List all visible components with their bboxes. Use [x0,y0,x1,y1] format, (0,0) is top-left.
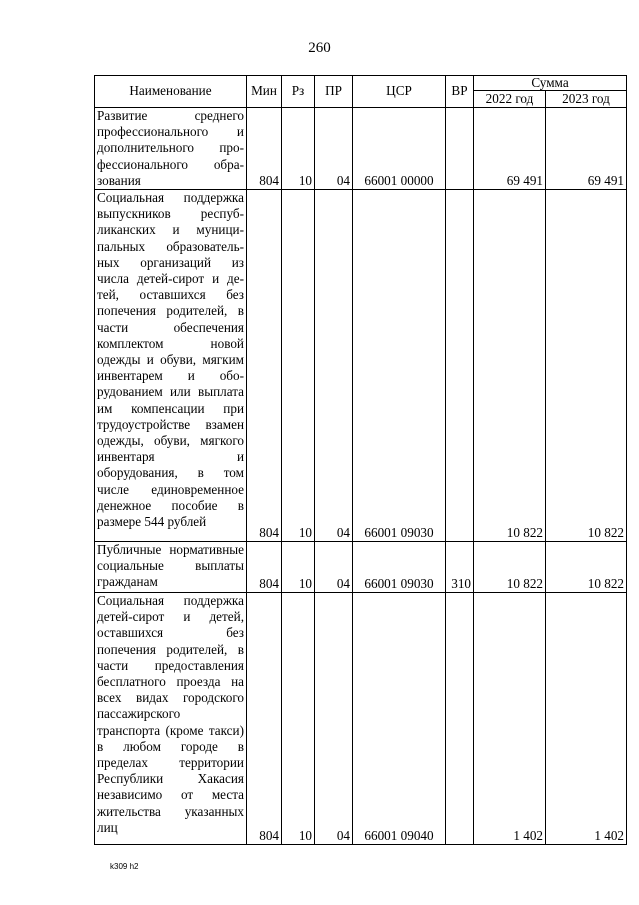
row-name: Публичные нормативные социальные выплаты гражданам [95,542,247,593]
header-pr: ПР [315,76,353,108]
row-sum-2022: 10 822 [474,190,546,542]
row-name: Развитие среднего профессионального и дополнительного профессионального образования [95,108,247,190]
header-csr: ЦСР [353,76,446,108]
header-year-2022: 2022 год [474,91,546,108]
row-min: 804 [247,593,282,845]
row-csr: 66001 09040 [353,593,446,845]
header-year-2023: 2023 год [546,91,627,108]
row-pr: 04 [315,108,353,190]
row-rz: 10 [282,542,315,593]
row-vr: 310 [446,542,474,593]
header-sum: Сумма [474,76,627,91]
row-vr [446,593,474,845]
row-vr [446,108,474,190]
row-sum-2023: 69 491 [546,108,627,190]
row-rz: 10 [282,190,315,542]
row-min: 804 [247,542,282,593]
row-sum-2023: 10 822 [546,542,627,593]
footer-code: k309 h2 [110,862,139,871]
row-csr: 66001 09030 [353,542,446,593]
row-vr [446,190,474,542]
row-csr: 66001 09030 [353,190,446,542]
budget-table [94,75,627,845]
row-csr: 66001 00000 [353,108,446,190]
header-vr: ВР [446,76,474,108]
row-pr: 04 [315,593,353,845]
row-sum-2022: 69 491 [474,108,546,190]
header-min: Мин [247,76,282,108]
row-min: 804 [247,108,282,190]
table-row [95,190,627,542]
row-rz: 10 [282,108,315,190]
table-row [95,108,627,190]
row-sum-2023: 1 402 [546,593,627,845]
row-pr: 04 [315,190,353,542]
row-sum-2022: 1 402 [474,593,546,845]
row-min: 804 [247,190,282,542]
header-rz: Рз [282,76,315,108]
table-row [95,542,627,593]
row-sum-2022: 10 822 [474,542,546,593]
row-pr: 04 [315,542,353,593]
row-name: Социальная поддержка детей-сирот и детей, оставшихся без попечения родителей, в части предоставления бесплатного проезда на всех видах городского пассажирского транспорта (кроме такси) в любом городе в пределах территории Республики Хакасия независимо от места жительства указанных лиц [95,593,247,845]
header-name: Наименование [95,76,247,108]
row-sum-2023: 10 822 [546,190,627,542]
row-name: Социальная поддержка выпускников республиканских и муниципальных образовательных организаций из числа детей-сирот и детей, оставшихся без попечения родителей, в части обеспечения комплектом новой одежды и обуви, мягким инвентарем и оборудованием или выплата им компенсации при трудоустройстве взамен одежды, обуви, мягкого инвентаря и оборудования, в том числе единовременное денежное пособие в размере 544 рублей [95,190,247,542]
page-number: 260 [308,40,331,56]
row-rz: 10 [282,593,315,845]
table-row [95,593,627,845]
